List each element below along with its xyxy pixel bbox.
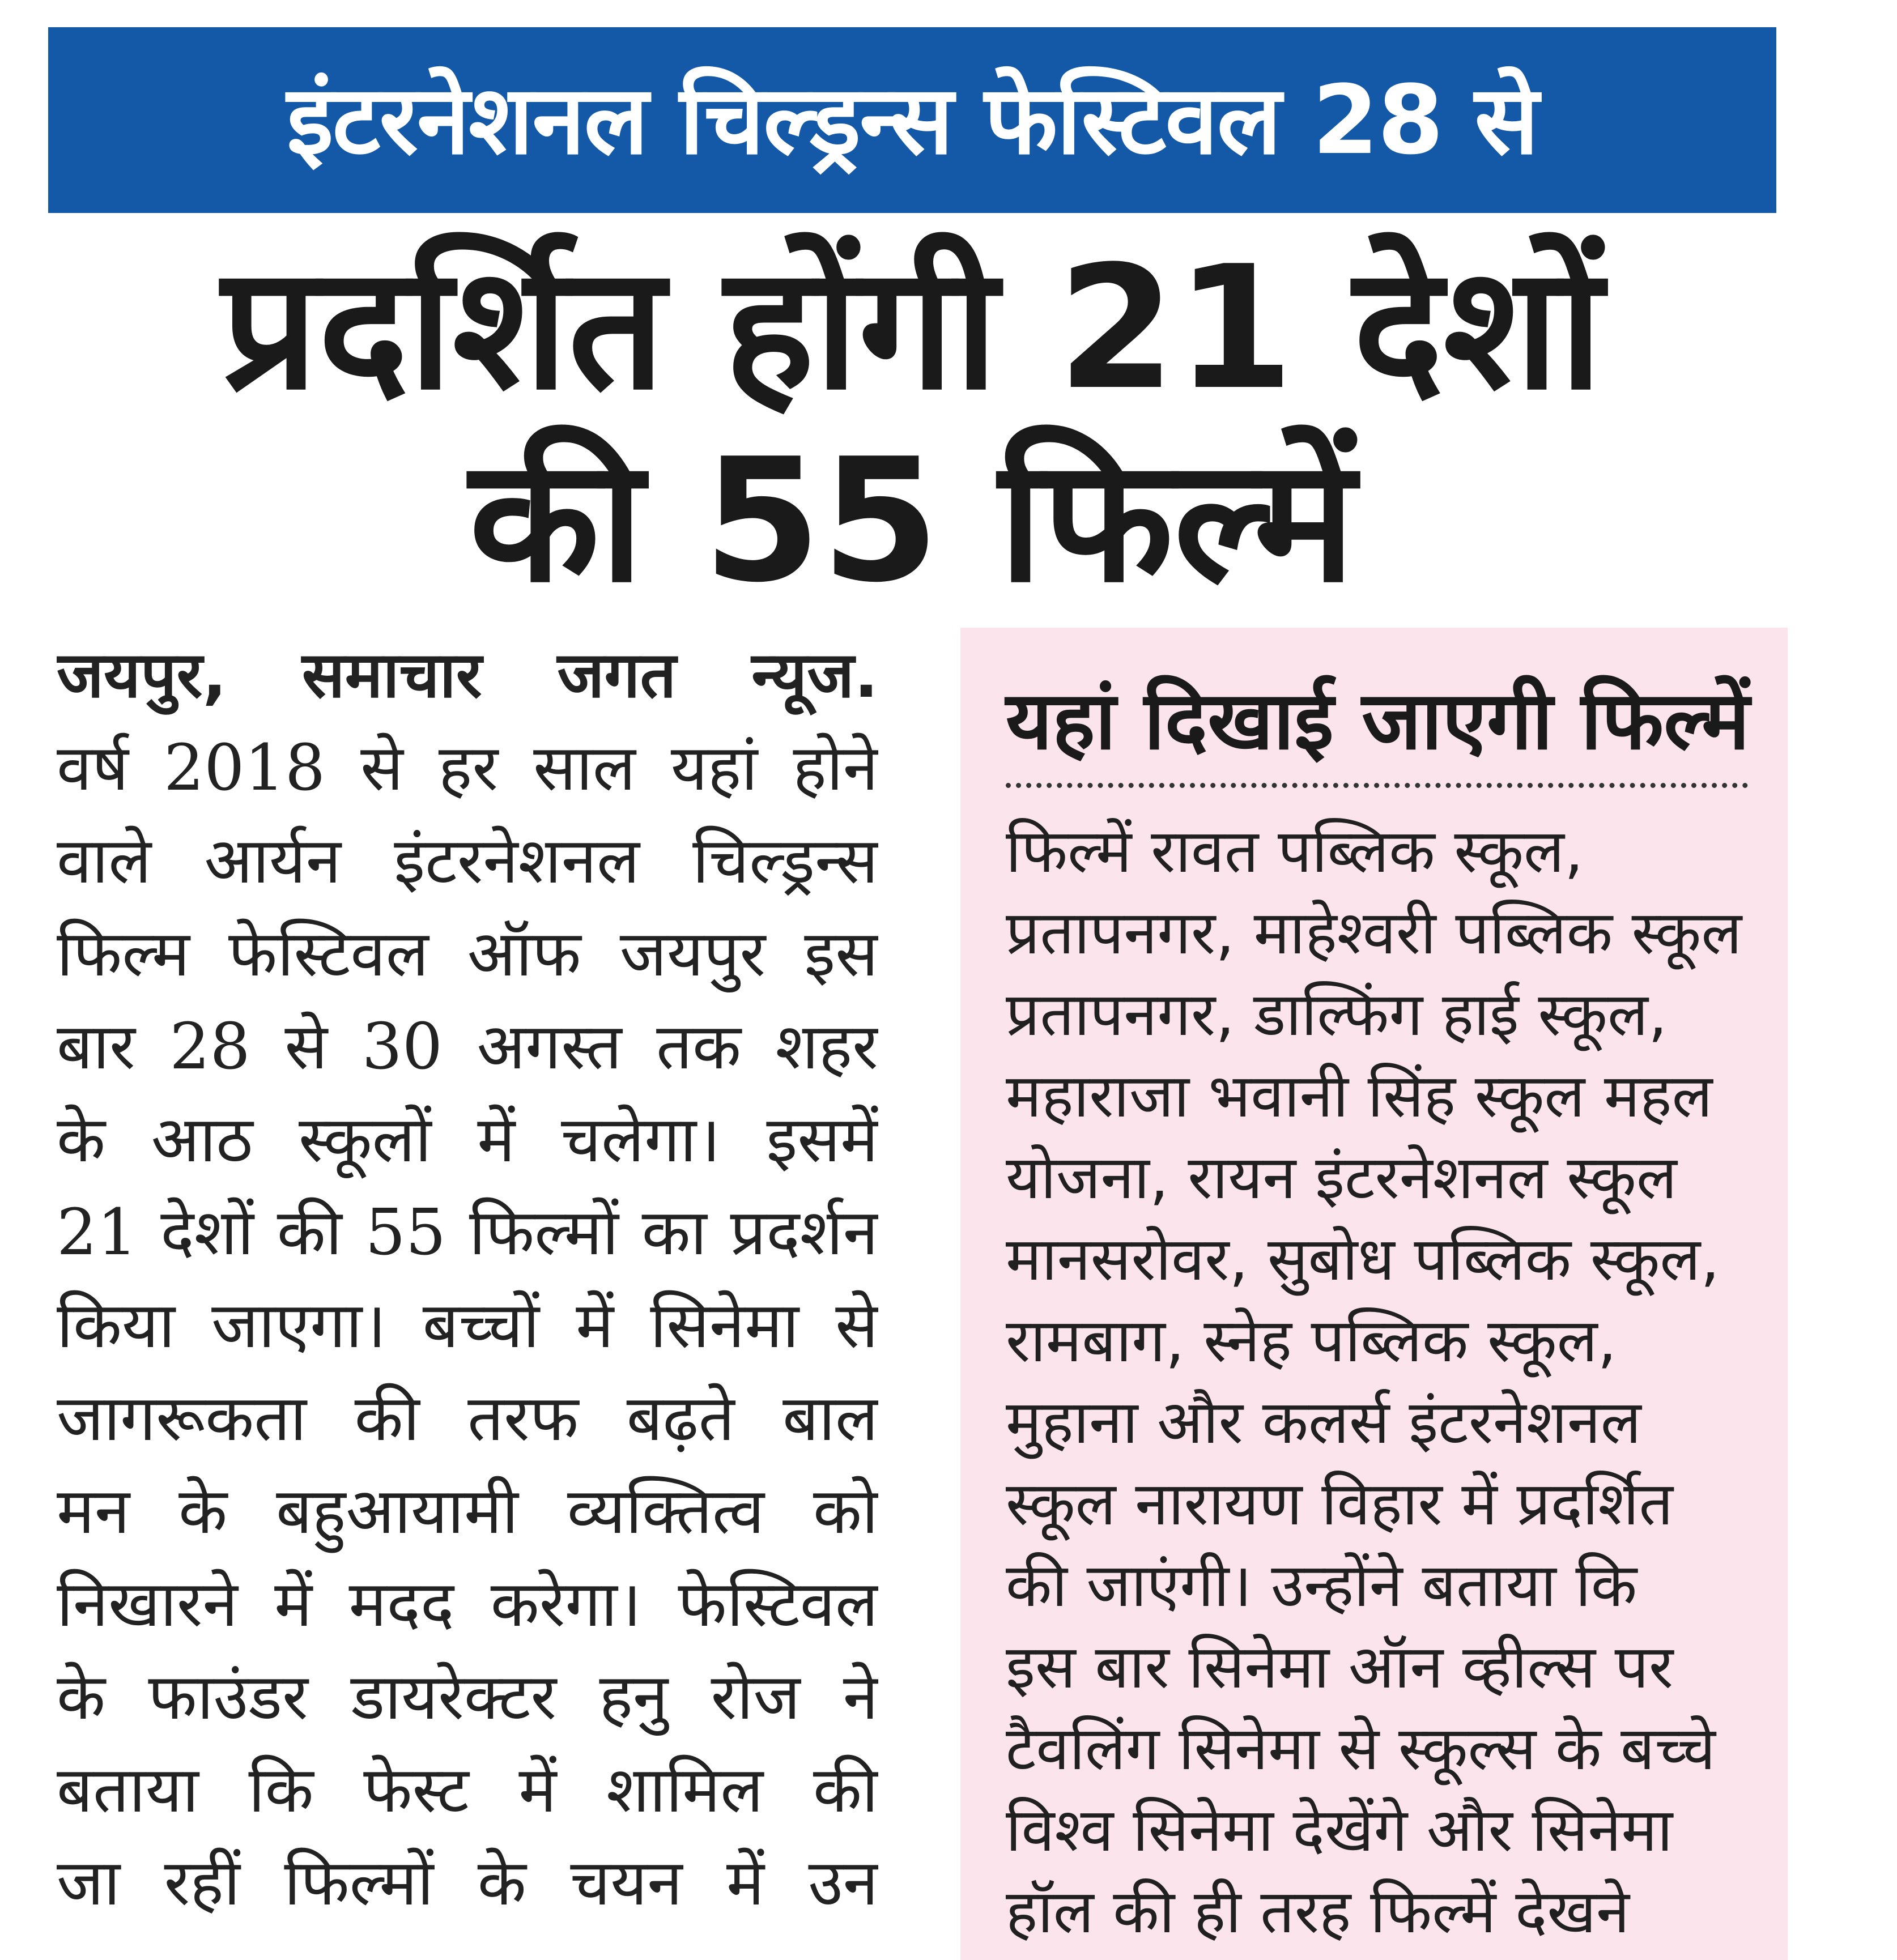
- article-line: फिल्म फेस्टिवल ऑफ जयपुर इस: [57, 917, 878, 991]
- article-line: वाले आर्यन इंटरनेशनल चिल्ड्रन्स: [57, 824, 878, 898]
- article-line: किया जाएगा। बच्चों में सिनेमा से: [57, 1289, 878, 1362]
- headline-line-1: प्रदर्शित होंगी 21 देशों: [221, 229, 1603, 427]
- headline-banner: [48, 27, 1776, 213]
- main-headline: [48, 229, 1776, 620]
- sidebar-line: मानसरोवर, सुबोध पब्लिक स्कूल,: [1006, 1224, 1720, 1294]
- article-line: 21 देशों की 55 फिल्मों का प्रदर्शन: [57, 1196, 878, 1269]
- sidebar-heading: यहां दिखाई जाएगी फिल्में: [1006, 674, 1750, 768]
- sidebar-line: टैवलिंग सिनेमा से स्कूल्स के बच्चे: [1006, 1714, 1716, 1783]
- sidebar-line: प्रतापनगर, माहेश्वरी पब्लिक स्कूल: [1006, 898, 1742, 968]
- article-line: जागरूकता की तरफ बढ़ते बाल: [57, 1382, 878, 1455]
- sidebar-line: इस बार सिनेमा ऑन व्हील्स पर: [1006, 1632, 1674, 1702]
- article-body: [57, 629, 878, 1960]
- banner-title: इंटरनेशनल चिल्ड्रन्स फेस्टिवल 28 से: [287, 65, 1538, 176]
- dotted-divider: [1006, 783, 1748, 788]
- sidebar-line: स्कूल नारायण विहार में प्रदर्शित: [1006, 1469, 1673, 1539]
- sidebar-line: महाराजा भवानी सिंह स्कूल महल: [1006, 1061, 1713, 1131]
- sidebar-line: मुहाना और कलर्स इंटरनेशनल: [1006, 1387, 1641, 1457]
- headline-line-2: की 55 फिल्में: [469, 422, 1355, 620]
- article-line: निखारने में मदद करेगा। फेस्टिवल: [57, 1567, 878, 1641]
- article-line: जा रहीं फिल्मों के चयन में उन: [57, 1846, 878, 1920]
- sidebar-line: विश्व सिनेमा देखेंगे और सिनेमा: [1006, 1795, 1673, 1865]
- sidebar-line: फिल्में रावत पब्लिक स्कूल,: [1006, 816, 1584, 886]
- article-line: वर्ष 2018 से हर साल यहां होने: [57, 731, 878, 805]
- sidebar-line: प्रतापनगर, डाल्फिंग हाई स्कूल,: [1006, 979, 1668, 1049]
- sidebar-line: हॉल की ही तरह फिल्में देखने: [1006, 1877, 1630, 1946]
- sidebar-line: रामबाग, स्नेह पब्लिक स्कूल,: [1006, 1306, 1617, 1375]
- article-line: के फाउंडर डायरेक्टर हनु रोज ने: [57, 1660, 878, 1734]
- article-line: बार 28 से 30 अगस्त तक शहर: [57, 1010, 878, 1084]
- venue-sidebar: [960, 628, 1788, 1960]
- article-line: के आठ स्कूलों में चलेगा। इसमें: [57, 1103, 878, 1177]
- sidebar-line: योजना, रायन इंटरनेशनल स्कूल: [1006, 1143, 1677, 1212]
- article-dateline: जयपुर, समाचार जगत न्यूज.: [57, 638, 878, 712]
- article-line: बताया कि फेस्ट में शामिल की: [57, 1753, 878, 1827]
- sidebar-line: की जाएंगी। उन्होंने बताया कि: [1006, 1550, 1637, 1620]
- article-line: मन के बहुआयामी व्यक्तित्व को: [57, 1475, 878, 1548]
